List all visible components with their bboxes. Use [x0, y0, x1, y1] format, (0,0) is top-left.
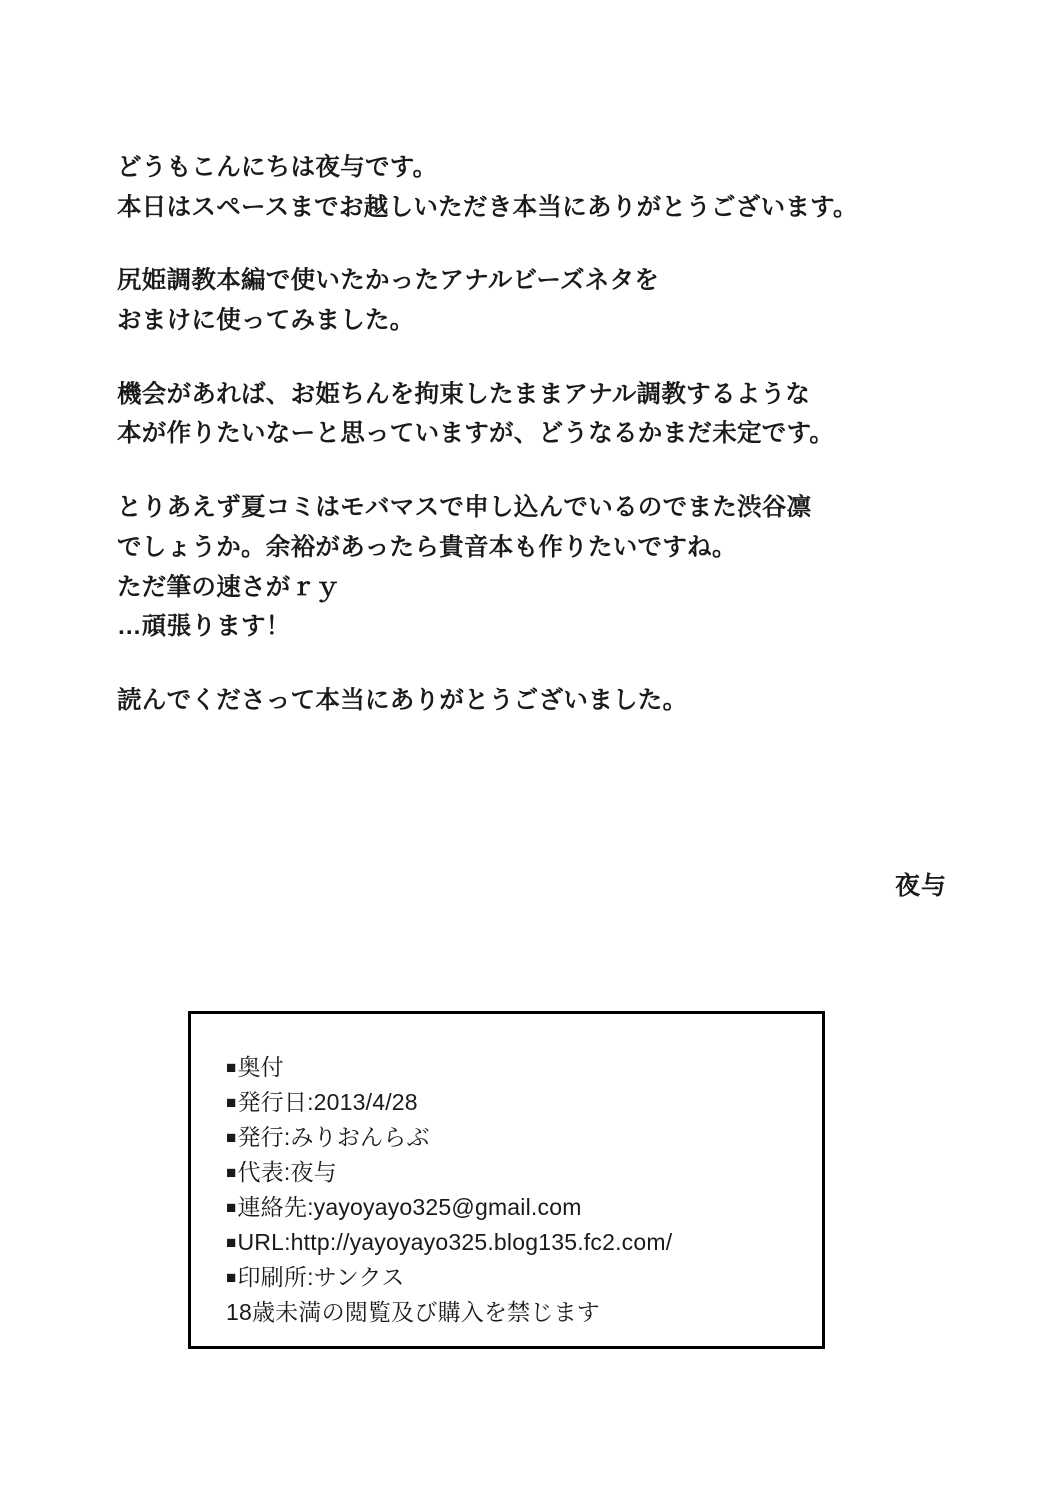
afterword-line: 読んでくださって本当にありがとうございました。 — [117, 686, 688, 714]
colophon-line-age-restriction: 18歳未満の閲覧及び購入を禁じます — [226, 1298, 600, 1325]
afterword-line: 本日はスペースまでお越しいただき本当にありがとうございます。 — [117, 193, 858, 221]
afterword-line: 機会があれば、お姫ちんを拘束したままアナル調教するような — [117, 380, 811, 408]
afterword-paragraph — [117, 681, 947, 721]
afterword-line: おまけに使ってみました。 — [117, 307, 415, 335]
afterword-paragraph — [117, 488, 947, 647]
afterword-line: とりあえず夏コミはモバマスで申し込んでいるのでまた渋谷凛 — [117, 494, 812, 522]
afterword-line: ただ筆の速さがｒｙ — [117, 573, 341, 601]
afterword-paragraph — [117, 148, 947, 227]
colophon-line-publish-date: ■ 発行日:2013/4/28 — [226, 1085, 822, 1120]
afterword-paragraph — [117, 375, 947, 454]
colophon-line-url: ■ URL:http://yayoyayo325.blog135.fc2.com/ — [226, 1225, 822, 1260]
afterword-paragraph — [117, 261, 947, 340]
afterword-line: 尻姫調教本編で使いたかったアナルビーズネタを — [117, 267, 660, 295]
afterword-line: 本が作りたいなーと思っていますが、どうなるかまだ未定です。 — [117, 420, 835, 448]
afterword-text-block — [117, 148, 947, 900]
colophon-box — [188, 1011, 825, 1349]
author-signature: 夜与 — [894, 872, 947, 900]
afterword-line: どうもこんにちは夜与です。 — [117, 154, 438, 181]
afterword-line: …頑張ります！ — [117, 613, 291, 641]
colophon-line-title: ■ 奥付 — [226, 1050, 822, 1085]
afterword-line: でしょうか。余裕があったら貴音本も作りたいですね。 — [117, 533, 737, 561]
colophon-line-publisher: ■ 発行:みりおんらぶ — [226, 1120, 822, 1155]
colophon-line-representative: ■ 代表:夜与 — [226, 1155, 822, 1190]
colophon-line-contact: ■ 連絡先:yayoyayo325@gmail.com — [226, 1190, 822, 1225]
colophon-content — [191, 1014, 822, 1330]
colophon-line-printer: ■ 印刷所:サンクス — [226, 1260, 822, 1295]
